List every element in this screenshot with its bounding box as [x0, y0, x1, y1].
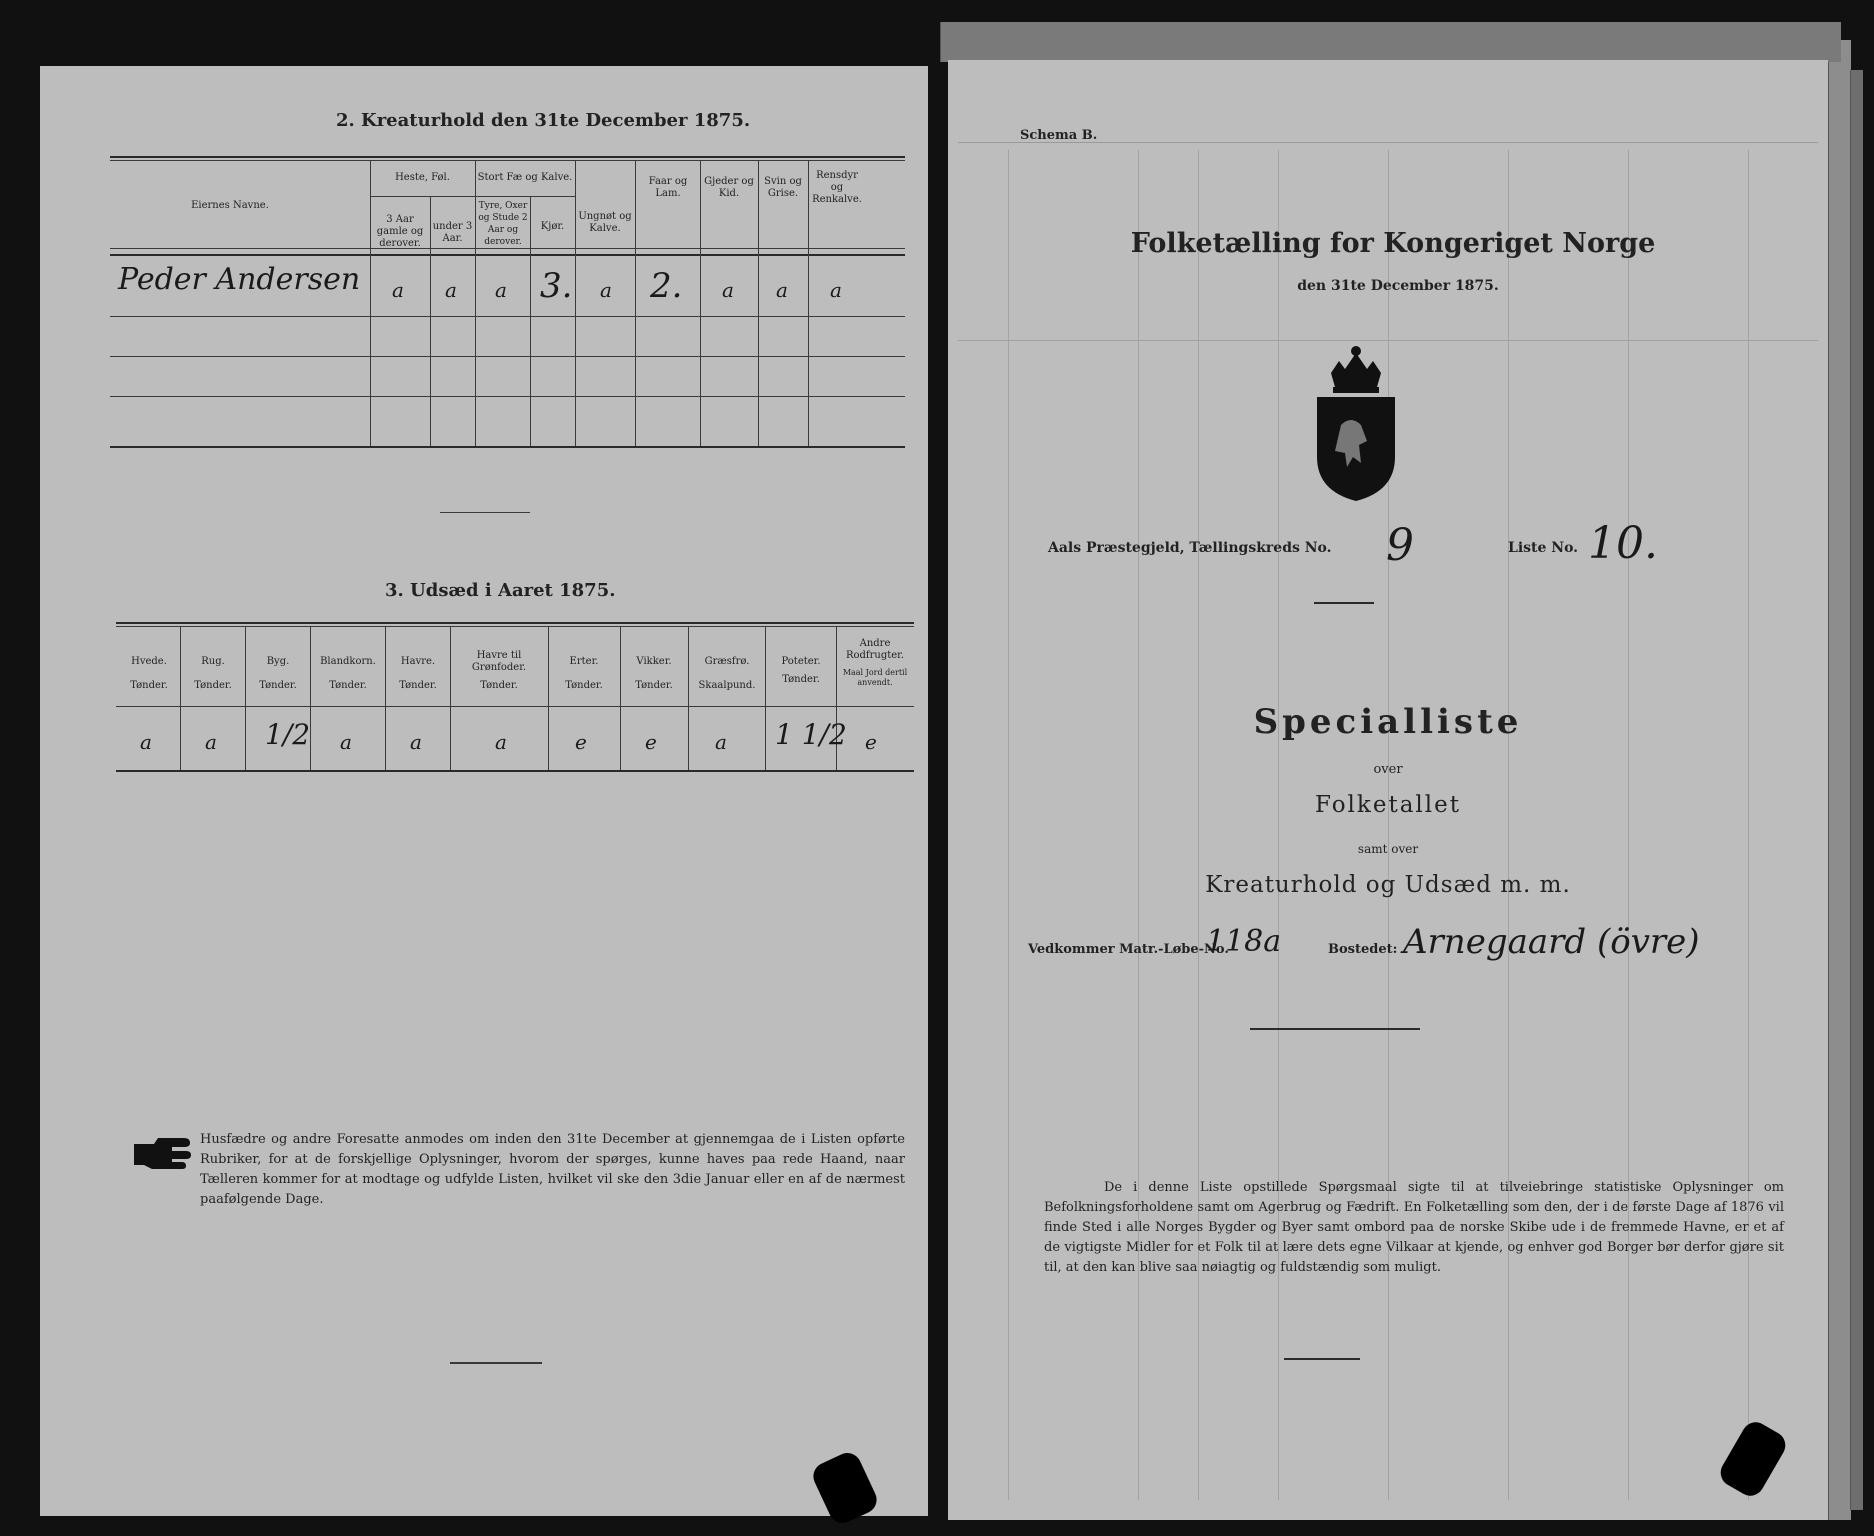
- kreaturhold-subtitle: Kreaturhold og Udsæd m. m.: [1205, 872, 1571, 898]
- cell-vikker: e: [645, 730, 657, 754]
- cell-erter: e: [575, 730, 587, 754]
- header-hvede: Hvede.: [131, 656, 167, 667]
- header-havre: Havre.: [400, 656, 436, 667]
- cell-andre: e: [865, 730, 877, 754]
- cell-heste-3aar: a: [392, 278, 404, 302]
- unit-havre: Tønder.: [399, 680, 437, 691]
- kreds-no: 9: [1386, 520, 1414, 571]
- info-paragraph: De i denne Liste opstillede Spørgsmaal sigte til at tilveiebringe statistiske Oplysninger om Befolkningsforholdene samt om Agerbrug og Fædrift. En Folketælling som den, der i de første Dage af 1876 vil finde Sted i alle Norges Bygder og Byer samt ombord paa de norske Skibe ude i de fremmede Havne, er et af de vigtigste Midler for et Folk til at lære dets egne Vilkaar at kjende, og enhver god Borger bør derfor gjøre sit til, at den kan blive saa nøiagtig og fuldstændig som muligt.: [1044, 1180, 1784, 1275]
- cell-kjor: 3.: [540, 266, 573, 306]
- header-rug: Rug.: [201, 656, 225, 667]
- unit-hvede: Tønder.: [130, 680, 168, 691]
- cell-tyre: a: [495, 278, 507, 302]
- bottom-rule: [1284, 1358, 1360, 1360]
- unit-erter: Tønder.: [565, 680, 603, 691]
- header-havre-gron: Havre til Grønfoder.: [471, 650, 527, 673]
- kreaturhold-title: 2. Kreaturhold den 31te December 1875.: [336, 110, 751, 131]
- date-line: den 31te December 1875.: [1297, 278, 1499, 294]
- unit-havre-gron: Tønder.: [480, 680, 518, 691]
- header-erter: Erter.: [569, 656, 599, 667]
- header-rensdyr: Rensdyr og Renkalve.: [812, 170, 862, 205]
- cell-hvede: a: [140, 730, 152, 754]
- header-poteter: Poteter.: [781, 656, 821, 667]
- over-text: over: [1373, 762, 1403, 777]
- bottom-divider: [450, 1362, 542, 1364]
- coat-of-arms-icon: [1311, 345, 1401, 505]
- unit-blandkorn: Tønder.: [329, 680, 367, 691]
- divider: [440, 512, 530, 513]
- bostedet-label: Bostedet:: [1328, 942, 1398, 957]
- main-title: Folketælling for Kongeriget Norge: [1130, 228, 1656, 259]
- folketallet-text: Folketallet: [1315, 792, 1461, 818]
- header-gjeder: Gjeder og Kid.: [704, 176, 754, 199]
- unit-byg: Tønder.: [259, 680, 297, 691]
- header-eiernes-navne: Eiernes Navne.: [191, 200, 269, 211]
- unit-poteter: Tønder.: [782, 674, 820, 685]
- cell-havre: a: [410, 730, 422, 754]
- cell-heste-under3: a: [445, 278, 457, 302]
- matr-label: Vedkommer Matr.-Løbe-No.: [1028, 942, 1229, 957]
- unit-vikker: Tønder.: [635, 680, 673, 691]
- header-byg: Byg.: [266, 656, 290, 667]
- page-stack-edge: [1850, 70, 1863, 1510]
- schema-label: Schema B.: [1020, 128, 1098, 143]
- header-andre: Andre Rodfrugter.: [845, 638, 905, 661]
- cell-rug: a: [205, 730, 217, 754]
- header-stort-fae: Stort Fæ og Kalve.: [477, 172, 573, 183]
- liste-no: 10.: [1588, 518, 1658, 569]
- cell-graesfro: a: [715, 730, 727, 754]
- matr-no: 118a: [1206, 924, 1282, 959]
- short-rule: [1314, 602, 1374, 604]
- right-page: [948, 60, 1828, 1520]
- long-rule: [1250, 1028, 1420, 1030]
- header-graesfro: Græsfrø.: [704, 656, 750, 667]
- unit-andre: Maal Jord dertil anvendt.: [842, 668, 908, 687]
- bostedet-value: Arnegaard (övre): [1403, 922, 1700, 962]
- left-page: [40, 66, 928, 1516]
- unit-rug: Tønder.: [194, 680, 232, 691]
- pointing-hand-icon: [132, 1134, 196, 1174]
- header-faar: Faar og Lam.: [648, 176, 688, 199]
- cell-faar: 2.: [650, 266, 683, 306]
- unit-graesfro: Skaalpund.: [698, 680, 756, 691]
- cell-havre-gron: a: [495, 730, 507, 754]
- cell-blandkorn: a: [340, 730, 352, 754]
- prestegjeld-label: Aals Præstegjeld, Tællingskreds No.: [1048, 540, 1332, 556]
- cell-byg: 1/2: [265, 718, 311, 751]
- cell-rensdyr: a: [830, 278, 842, 302]
- header-ungnot: Ungnøt og Kalve.: [578, 211, 632, 234]
- udsaed-title: 3. Udsæd i Aaret 1875.: [385, 580, 616, 601]
- header-tyre: Tyre, Oxer og Stude 2 Aar og derover.: [478, 201, 528, 247]
- header-vikker: Vikker.: [636, 656, 672, 667]
- header-heste-3aar: 3 Aar gamle og derover.: [376, 214, 424, 249]
- header-heste-under3: under 3 Aar.: [432, 221, 473, 244]
- notice-text: Husfædre og andre Foresatte anmodes om inden den 31te December at gjennemgaa de i Listen opførte Rubriker, for at de forskjellige Oplysninger, hvorom der spørges, kunne haves paa rede Haand, naar Tælleren kommer for at modtage og udfylde Listen, hvilket vil ske den 3die Januar eller en af de nærmest paafølgende Dage.: [200, 1132, 905, 1207]
- samt-over-text: samt over: [1357, 842, 1419, 856]
- cell-ungnot: a: [600, 278, 612, 302]
- page-stack-edge: [940, 22, 1841, 62]
- header-kjor: Kjør.: [540, 221, 565, 232]
- cell-svin: a: [776, 278, 788, 302]
- header-blandkorn: Blandkorn.: [320, 656, 376, 667]
- cell-gjeder: a: [722, 278, 734, 302]
- liste-label: Liste No.: [1508, 540, 1579, 556]
- header-svin: Svin og Grise.: [764, 176, 802, 199]
- owner-name: Peder Andersen: [118, 262, 361, 297]
- cell-poteter: 1 1/2: [775, 718, 847, 751]
- specialliste-title: Specialliste: [1253, 702, 1523, 742]
- page-stack-edge: [1828, 40, 1851, 1520]
- header-heste-fol: Heste, Føl.: [395, 172, 450, 183]
